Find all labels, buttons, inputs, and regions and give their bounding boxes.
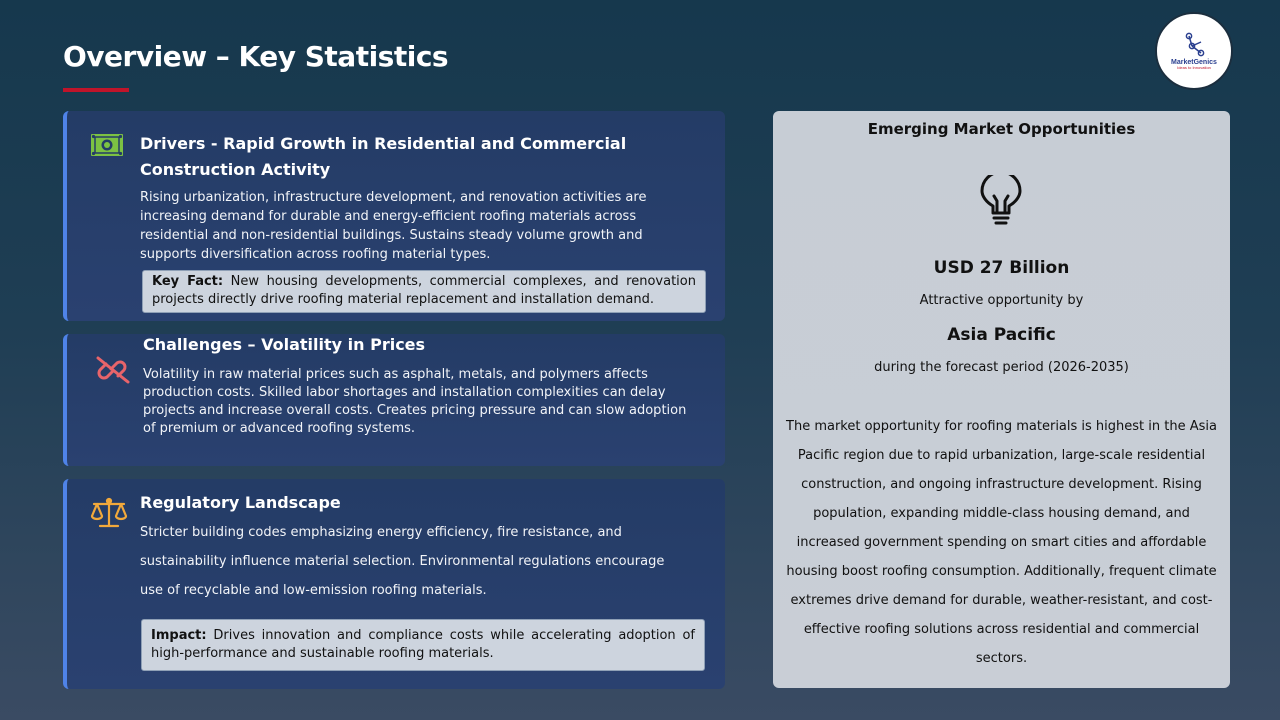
impact-label: Impact: <box>151 628 207 643</box>
logo-tagline: Ideas to Innovation <box>1177 65 1211 70</box>
page-title: Overview – Key Statistics <box>63 40 449 73</box>
company-logo <box>1155 12 1233 90</box>
broken-link-icon <box>94 354 132 386</box>
impact-text: Drives innovation and compliance costs while accelerating adoption of high-performance and sustainable roofing materials. <box>151 628 695 661</box>
opportunity-panel <box>773 111 1230 688</box>
regulatory-body: Stricter building codes emphasizing energy efficiency, fire resistance, and sustainability influence material selection. Environmental regulations encourage use of recyclable and low-emission roofing materials. <box>140 525 665 598</box>
network-icon <box>1182 32 1206 58</box>
key-fact-text: New housing developments, commercial complexes, and renovation projects directly drive roofing material replacement and installation demand. <box>152 274 696 307</box>
challenges-body: Volatility in raw material prices such as asphalt, metals, and polymers affects production costs. Skilled labor shortages and installation complexities can delay projects and increase overall costs. Creates pricing pressure and can slow adoption of premium or advanced roofing systems. <box>143 367 687 436</box>
lightbulb-icon <box>979 175 1023 229</box>
drivers-body: Rising urbanization, infrastructure development, and renovation activities are increasing demand for durable and energy-efficient roofing materials across residential and non-residential buildings. Sustains steady volume growth and supports diversification across roofing material types. <box>140 190 647 262</box>
regulatory-heading: Regulatory Landscape <box>140 493 341 512</box>
key-fact-label: Key Fact: <box>152 274 224 289</box>
drivers-card <box>63 111 725 321</box>
challenges-card <box>63 334 725 466</box>
key-fact-box <box>142 270 706 313</box>
impact-box <box>141 619 705 671</box>
logo-name: MarketGenics <box>1171 59 1217 66</box>
title-underline <box>63 88 129 92</box>
drivers-heading: Drivers - Rapid Growth in Residential and Commercial Construction Activity <box>140 134 627 179</box>
opportunity-description: The market opportunity for roofing materials is highest in the Asia Pacific region due to rapid urbanization, large-scale residential construction, and ongoing infrastructure development. Rising population, expanding middle-class housing demand, and increased government spending on smart cities and affordable housing boost roofing consumption. Additionally, frequent climate extremes drive demand for durable, weather-resistant, and cost-effective roofing solutions across residential and commercial sectors. <box>786 419 1217 666</box>
challenges-heading: Challenges – Volatility in Prices <box>143 335 426 354</box>
opportunity-period: during the forecast period (2026-2035) <box>874 360 1129 375</box>
scales-icon <box>89 496 129 530</box>
regulatory-card <box>63 479 725 689</box>
opportunity-attr: Attractive opportunity by <box>919 293 1084 308</box>
opportunity-title: Emerging Market Opportunities <box>867 120 1136 138</box>
money-icon <box>90 132 124 158</box>
opportunity-region: Asia Pacific <box>947 325 1056 345</box>
opportunity-amount: USD 27 Billion <box>933 258 1070 278</box>
